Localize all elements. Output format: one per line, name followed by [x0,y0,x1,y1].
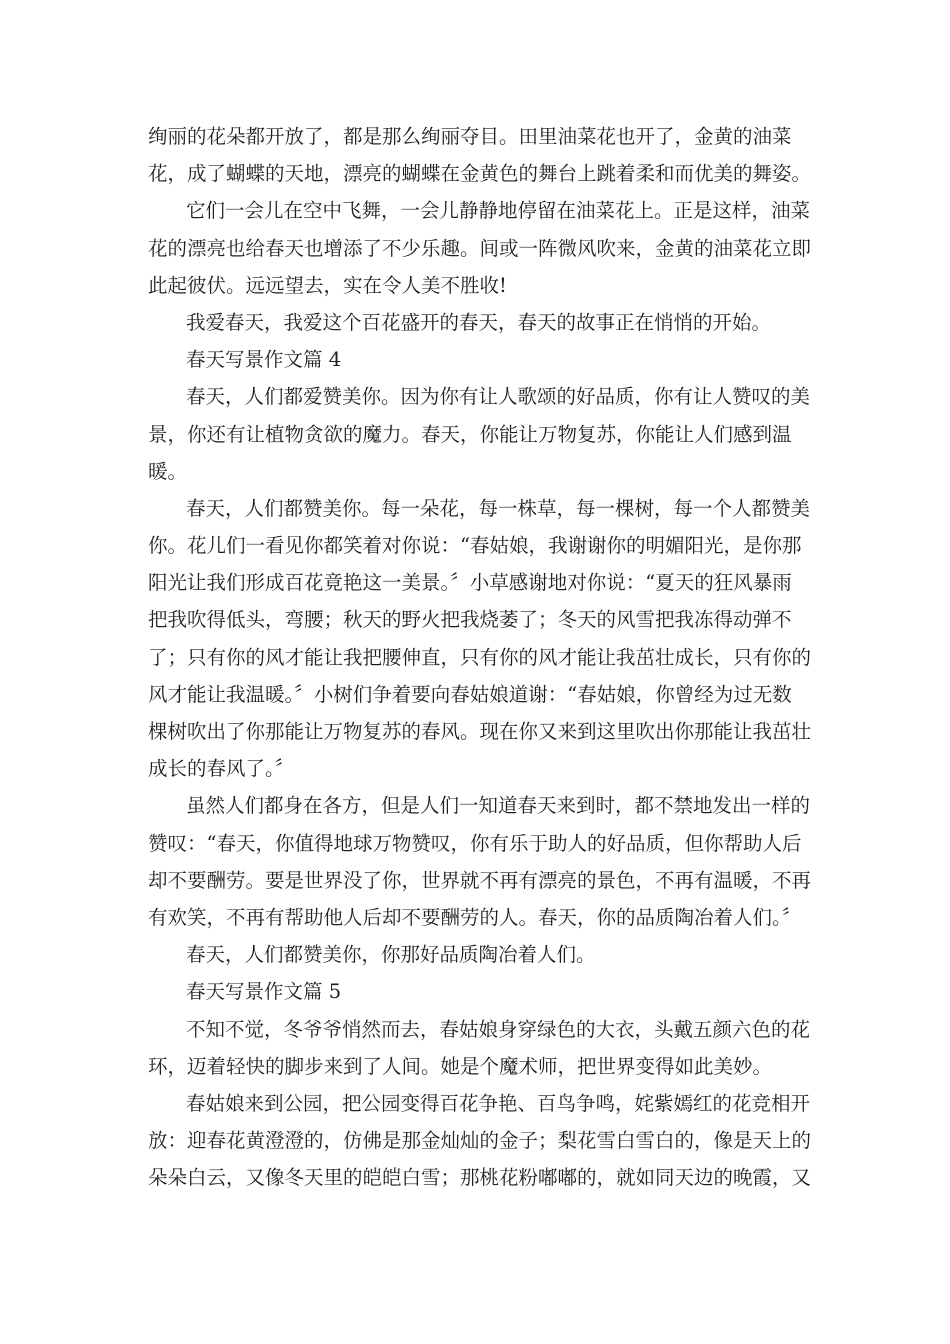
text-line: 春天，人们都赞美你。每一朵花，每一株草，每一棵树，每一个人都赞美 [186,496,811,520]
text-line: 棵树吹出了你那能让万物复苏的春风。现在你又来到这里吹出你那能让我茁壮 [148,720,812,743]
text-line: 花，成了蝴蝶的天地，漂亮的蝴蝶在金黄色的舞台上跳着柔和而优美的舞姿。 [148,162,812,186]
section-heading: 春天写景作文篇 5 [186,980,342,1004]
text-line: 阳光让我们形成百花竟艳这一美景。〞小草感谢地对你说：“夏天的狂风暴雨 [148,571,792,595]
text-line: 却不要酬劳。要是世界没了你，世界就不再有漂亮的景色，不再有温暖，不再 [148,868,812,892]
text-line: 虽然人们都身在各方，但是人们一知道春天来到时，都不禁地发出一样的 [186,794,811,818]
text-line: 春姑娘来到公园，把公园变得百花争艳、百鸟争鸣，姹紫嫣红的花竞相开 [186,1091,811,1115]
text-line: 赞叹：“春天，你值得地球万物赞叹，你有乐于助人的好品质，但你帮助人后 [148,831,802,855]
text-line: 不知不觉，冬爷爷悄然而去，春姑娘身穿绿色的大衣，头戴五颜六色的花 [186,1017,811,1041]
text-line: 把我吹得低头，弯腰；秋天的野火把我烧萎了；冬天的风雪把我冻得动弹不 [148,608,792,632]
text-line: 春天，人们都爱赞美你。因为你有让人歌颂的好品质，你有让人赞叹的美 [186,385,811,409]
text-line: 你。花儿们一看见你都笑着对你说：“春姑娘，我谢谢你的明媚阳光，是你那 [148,534,802,558]
text-line: 花的漂亮也给春天也增添了不少乐趣。间或一阵微风吹来，金黄的油菜花立即 [148,236,812,260]
text-line: 环，迈着轻快的脚步来到了人间。她是个魔术师，把世界变得如此美妙。 [148,1054,773,1078]
section-heading: 春天写景作文篇 4 [186,348,342,372]
text-line: 景，你还有让植物贪欲的魔力。春天，你能让万物复苏，你能让人们感到温 [148,422,792,446]
text-line: 风才能让我温暖。〞小树们争着要向春姑娘道谢：“春姑娘，你曾经为过无数 [148,682,792,706]
text-line: 有欢笑，不再有帮助他人后却不要酬劳的人。春天，你的品质陶冶着人们。〞 [148,905,802,929]
text-line: 绚丽的花朵都开放了，都是那么绚丽夺目。田里油菜花也开了，金黄的油菜 [148,125,792,148]
text-line: 它们一会儿在空中飞舞，一会儿静静地停留在油菜花上。正是这样，油菜 [186,199,811,223]
document-page [148,118,812,1196]
text-line: 暖。 [148,459,188,483]
text-line: 此起彼伏。远远望去，实在令人美不胜收! [148,273,507,297]
text-line: 成长的春风了。〞 [148,757,295,781]
text-line: 放：迎春花黄澄澄的，仿佛是那金灿灿的金子；梨花雪白雪白的，像是天上的 [148,1129,812,1153]
text-line: 我爱春天，我爱这个百花盛开的春天，春天的故事正在悄悄的开始。 [186,310,772,334]
text-line: 了；只有你的风才能让我把腰伸直，只有你的风才能让我茁壮成长，只有你的 [148,645,812,669]
text-line: 朵朵白云，又像冬天里的皑皑白雪；那桃花粉嘟嘟的，就如同天边的晚霞，又 [148,1166,812,1190]
text-line: 春天，人们都赞美你，你那好品质陶冶着人们。 [186,943,596,967]
